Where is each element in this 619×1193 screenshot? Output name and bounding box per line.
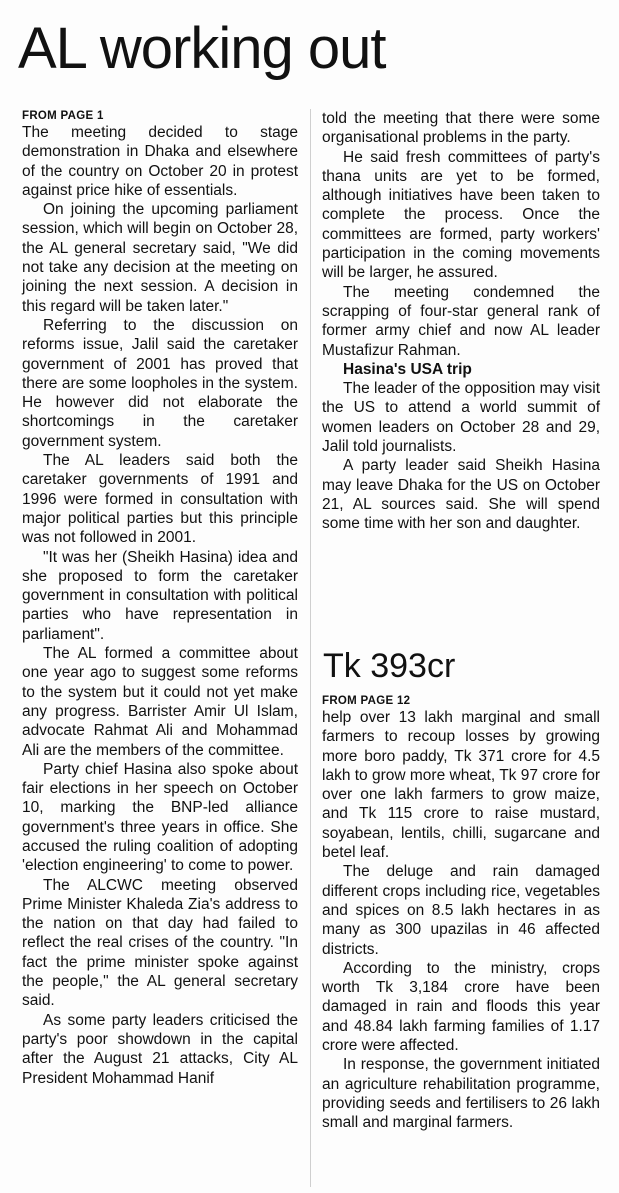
story1-paragraph: On joining the upcoming parliament session, which will begin on October 28, the AL general secretary said, "We did not take any decision at the meeting on joining the next session. A decision in this regard will be taken later."	[22, 201, 298, 315]
story2-kicker: FROM PAGE 12	[322, 695, 411, 707]
story2-column	[322, 694, 600, 1133]
story1-paragraph: Party chief Hasina also spoke about fair elections in her speech on October 10, marking the BNP-led alliance government's three years in office. She accused the ruling coalition of adopting 'election engineering' to come to power.	[22, 760, 298, 875]
story2-paragraph: According to the ministry, crops worth Tk 3,184 crore have been damaged in rain and floods this year and 48.84 lakh farming families of 1.17 crore were affected.	[322, 959, 600, 1055]
headline-tk-393cr: Tk 393cr	[323, 647, 456, 685]
story1-column-1	[22, 109, 298, 1088]
story1-kicker: FROM PAGE 1	[22, 110, 104, 122]
story1-paragraph: Referring to the discussion on reforms issue, Jalil said the caretaker government of 2001 has proved that there are some loopholes in the system. He however did not elaborate the shortcomings in the caretaker government system.	[22, 316, 298, 450]
story1-paragraph: The meeting decided to stage demonstration in Dhaka and elsewhere of the country on October 20 in protest against price hike of essentials.	[22, 124, 298, 199]
story1-subhead: Hasina's USA trip	[343, 360, 472, 378]
story1-column-2	[322, 109, 600, 534]
story2-paragraph: help over 13 lakh marginal and small farmers to recoup losses by growing more boro paddy, Tk 371 crore for 4.5 lakh to grow more wheat, Tk 97 crore for over one lakh farmers to grow maize, and Tk 115 crore to raise mustard, soyabean, lentils, chilli, sugarcane and betel leaf.	[322, 709, 600, 862]
story1-paragraph: The leader of the opposition may visit the US to attend a world summit of women leaders on October 28 and 29, Jalil told journalists.	[322, 380, 600, 456]
story2-paragraph: In response, the government initiated an agriculture rehabilitation programme, providing seeds and fertilisers to 26 lakh small and marginal farmers.	[322, 1056, 600, 1132]
story2-paragraph: The deluge and rain damaged different crops including rice, vegetables and spices on 8.5 lakh hectares in as many as 300 upazilas in 46 affected districts.	[322, 863, 600, 958]
story1-paragraph: The AL leaders said both the caretaker governments of 1991 and 1996 were formed in consultation with major political parties but this principle was not followed in 2001.	[22, 452, 298, 547]
story1-paragraph: "It was her (Sheikh Hasina) idea and she proposed to form the caretaker government in consultation with political parties who have representation in parliament".	[22, 548, 298, 643]
story1-paragraph: As some party leaders criticised the party's poor showdown in the capital after the August 21 attacks, City AL President Mohammad Hanif	[22, 1011, 298, 1087]
story1-paragraph: The AL formed a committee about one year ago to suggest some reforms to the system but it could not yet make any progress. Barrister Amir Ul Islam, advocate Rahmat Ali and Mohammad Ali are the members of the committee.	[22, 645, 298, 759]
story1-paragraph: The ALCWC meeting observed Prime Minister Khaleda Zia's address to the nation on that day had failed to reflect the real crises of the country. "In fact the prime minister spoke against the people," the AL general secretary said.	[22, 876, 298, 1010]
column-divider	[310, 109, 311, 1187]
story1-paragraph: told the meeting that there were some organisational problems in the party.	[322, 110, 600, 147]
story1-paragraph: He said fresh committees of party's thana units are yet to be formed, although initiatives have been taken to complete the process. Once the committees are formed, party workers' participation in the coming movements will be larger, he assured.	[322, 148, 600, 282]
story1-paragraph: The meeting condemned the scrapping of four-star general rank of former army chief and now AL leader Mustafizur Rahman.	[322, 283, 600, 359]
story1-paragraph: A party leader said Sheikh Hasina may leave Dhaka for the US on October 21, AL sources said. She will spend some time with her son and daughter.	[322, 457, 600, 533]
headline-al-working-out: AL working out	[18, 16, 386, 81]
